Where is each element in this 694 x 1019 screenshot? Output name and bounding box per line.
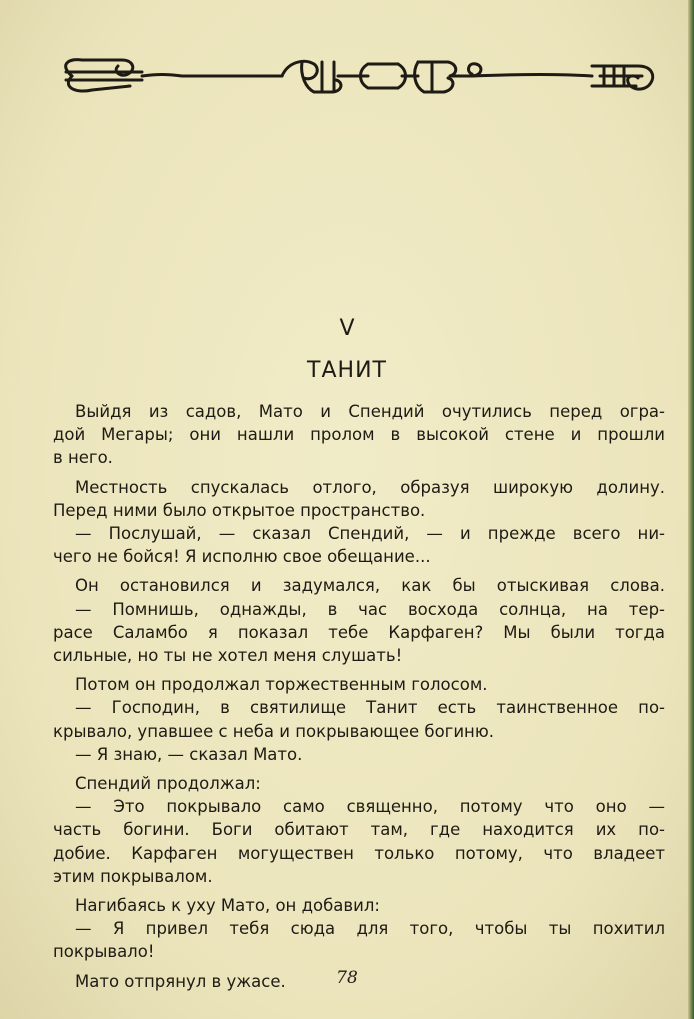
text-line: Перед ними было открытое пространство. bbox=[53, 500, 426, 520]
text-line: покрывало! bbox=[53, 942, 155, 962]
text-line: — Послушай, — сказал Спендий, — и прежде всего ни- bbox=[75, 524, 665, 544]
text-line: расе Саламбо я показал тебе Карфаген? Мы были тогда bbox=[53, 622, 665, 642]
text-line: чего не бойся! Я исполню свое обещание... bbox=[53, 547, 431, 567]
paragraph bbox=[53, 598, 665, 668]
text-line: Местность спускалась отлого, образуя широкую долину. bbox=[75, 477, 665, 497]
text-line: часть богини. Боги обитают там, где находится их по- bbox=[53, 820, 665, 840]
text-line: — Я знаю, — сказал Мато. bbox=[75, 744, 303, 764]
text-line: этим покрывалом. bbox=[53, 866, 213, 886]
paragraph bbox=[53, 696, 665, 742]
chapter-body bbox=[53, 400, 665, 993]
text-line: добие. Карфаген могуществен только потому, что владеет bbox=[53, 843, 665, 863]
text-line: Потом он продолжал торжественным голосом. bbox=[75, 675, 488, 695]
text-line: — Я привел тебя сюда для того, чтобы ты похитил bbox=[75, 919, 665, 939]
text-line: Выйдя из садов, Мато и Спендий очутились перед огра- bbox=[75, 402, 665, 421]
ornament-headpiece bbox=[52, 52, 664, 100]
text-line: Нагибаясь к уху Мато, он добавил: bbox=[75, 896, 380, 916]
text-line: в него. bbox=[53, 448, 113, 468]
text-line: — Господин, в святилище Танит есть таинственное по- bbox=[75, 698, 665, 718]
paragraph bbox=[53, 894, 665, 917]
paragraph bbox=[53, 400, 665, 470]
text-line: сильные, но ты не хотел меня слушать! bbox=[53, 646, 403, 666]
paragraph bbox=[53, 476, 665, 522]
paragraph bbox=[53, 743, 665, 766]
paragraph bbox=[53, 574, 665, 597]
text-line: Он остановился и задумался, как бы отыскивая слова. bbox=[75, 576, 665, 596]
text-line: крывало, упавшее с неба и покрывающее богиню. bbox=[53, 721, 494, 741]
text-line: Мато отпрянул в ужасе. bbox=[75, 971, 286, 991]
paragraph bbox=[53, 795, 665, 888]
paragraph bbox=[53, 917, 665, 963]
page-edge bbox=[688, 0, 694, 1019]
paragraph bbox=[53, 673, 665, 696]
paragraph bbox=[53, 522, 665, 568]
chapter-title: ТАНИТ bbox=[307, 358, 387, 383]
chapter-number: V bbox=[339, 316, 355, 341]
page-number: 78 bbox=[336, 968, 358, 988]
paragraph bbox=[53, 772, 665, 795]
text-line: дой Мегары; они нашли пролом в высокой стене и прошли bbox=[53, 425, 665, 445]
text-line: Спендий продолжал: bbox=[75, 774, 261, 794]
text-line: — Это покрывало само священно, потому что оно — bbox=[75, 797, 665, 817]
text-line: — Помнишь, однажды, в час восхода солнца, на тер- bbox=[75, 599, 665, 619]
